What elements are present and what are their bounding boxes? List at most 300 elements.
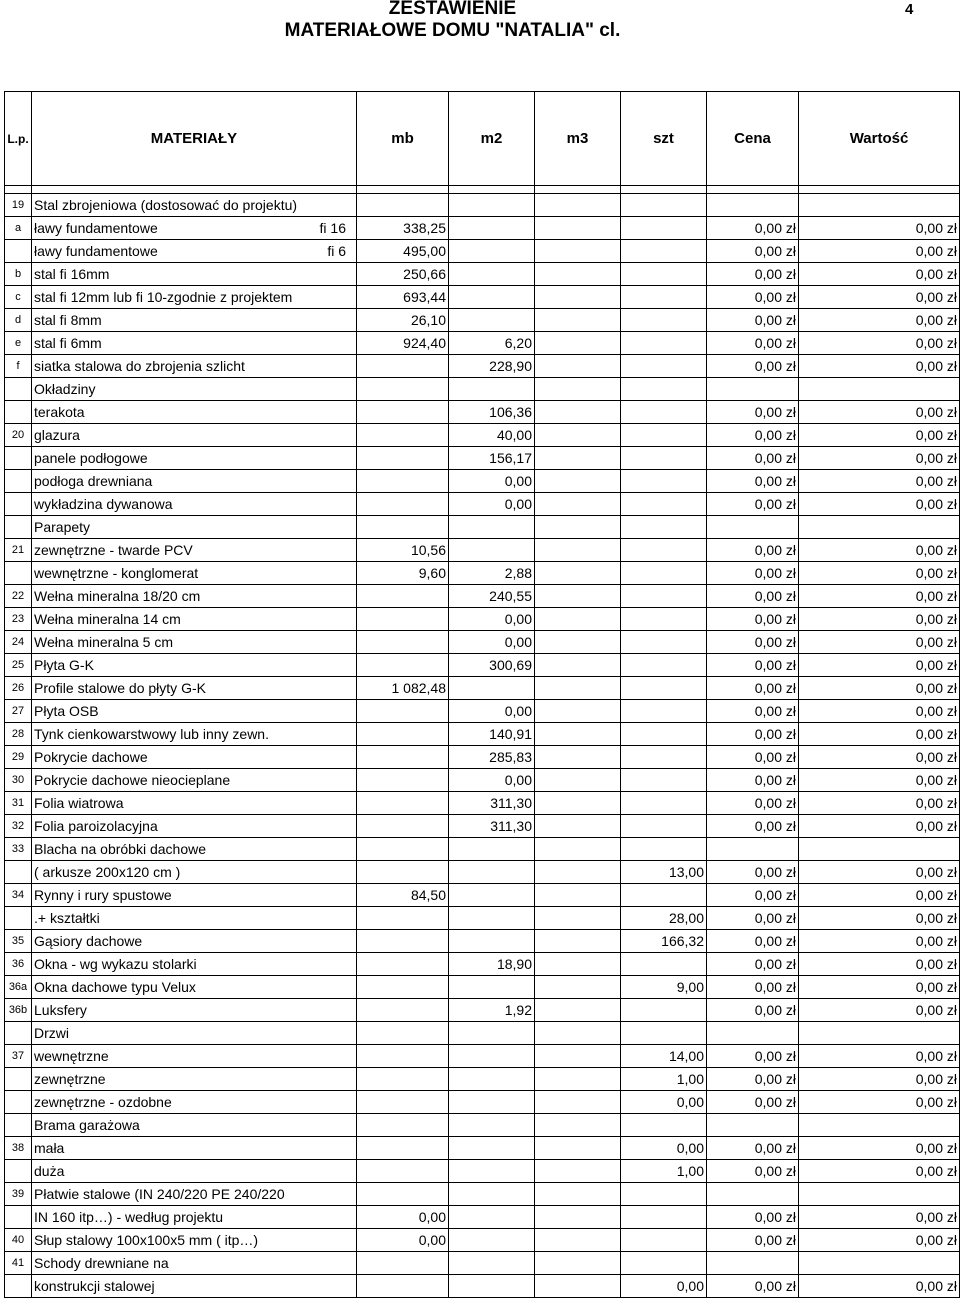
cell-name: panele podłogowe <box>32 447 357 470</box>
cell-mb <box>357 723 449 746</box>
cell-m2 <box>449 1275 535 1298</box>
cell-m2: 40,00 <box>449 424 535 447</box>
table-row <box>5 700 960 723</box>
cell-szt <box>621 769 707 792</box>
cell-m3 <box>535 677 621 700</box>
cell-m3 <box>535 769 621 792</box>
cell-wartosc <box>799 1022 960 1045</box>
cell-lp: 34 <box>5 884 32 907</box>
cell-szt <box>621 1183 707 1206</box>
cell-mb: 1 082,48 <box>357 677 449 700</box>
cell-mb <box>357 999 449 1022</box>
cell-lp: b <box>5 263 32 286</box>
cell-cena: 0,00 zł <box>707 401 799 424</box>
cell-wartosc: 0,00 zł <box>799 953 960 976</box>
cell-szt <box>621 217 707 240</box>
cell-m2 <box>449 539 535 562</box>
cell-wartosc: 0,00 zł <box>799 240 960 263</box>
cell-m3 <box>535 1160 621 1183</box>
cell-wartosc: 0,00 zł <box>799 608 960 631</box>
cell-name: zewnętrzne - twarde PCV <box>32 539 357 562</box>
cell-cena <box>707 1114 799 1137</box>
cell-cena: 0,00 zł <box>707 447 799 470</box>
cell-m2: 106,36 <box>449 401 535 424</box>
cell-wartosc: 0,00 zł <box>799 1229 960 1252</box>
table-row <box>5 263 960 286</box>
cell-cena: 0,00 zł <box>707 999 799 1022</box>
cell-szt: 14,00 <box>621 1045 707 1068</box>
cell-m2 <box>449 1252 535 1275</box>
cell-m2 <box>449 309 535 332</box>
cell-name: podłoga drewniana <box>32 470 357 493</box>
cell-m3 <box>535 493 621 516</box>
cell-m2: 0,00 <box>449 700 535 723</box>
cell-lp: 21 <box>5 539 32 562</box>
cell-m2 <box>449 861 535 884</box>
cell-cena: 0,00 zł <box>707 723 799 746</box>
cell-mb <box>357 654 449 677</box>
cell-lp: 36a <box>5 976 32 999</box>
cell-wartosc <box>799 194 960 217</box>
column-header-cena: Cena <box>707 92 799 186</box>
cell-m2 <box>449 1068 535 1091</box>
cell-m3 <box>535 608 621 631</box>
cell-szt <box>621 493 707 516</box>
cell-m2: 300,69 <box>449 654 535 677</box>
cell-name: wykładzina dywanowa <box>32 493 357 516</box>
cell-lp <box>5 378 32 401</box>
cell-cena: 0,00 zł <box>707 953 799 976</box>
cell-m3 <box>535 999 621 1022</box>
cell-lp <box>5 1068 32 1091</box>
cell-mb: 338,25 <box>357 217 449 240</box>
cell-szt: 13,00 <box>621 861 707 884</box>
cell-cena: 0,00 zł <box>707 493 799 516</box>
table-row <box>5 585 960 608</box>
cell-lp <box>5 1022 32 1045</box>
cell-name: Płyta G-K <box>32 654 357 677</box>
cell-wartosc: 0,00 zł <box>799 1206 960 1229</box>
cell-mb <box>357 907 449 930</box>
table-row <box>5 1137 960 1160</box>
cell-wartosc: 0,00 zł <box>799 861 960 884</box>
cell-lp: 38 <box>5 1137 32 1160</box>
cell-m3 <box>535 194 621 217</box>
cell-szt: 28,00 <box>621 907 707 930</box>
cell-m3 <box>535 1091 621 1114</box>
cell-m2 <box>449 884 535 907</box>
cell-m2 <box>449 1114 535 1137</box>
cell-name <box>32 240 357 263</box>
cell-m3 <box>535 562 621 585</box>
material-name: ławy fundamentowe <box>34 220 158 236</box>
cell-mb <box>357 585 449 608</box>
table-row <box>5 953 960 976</box>
cell-lp <box>5 470 32 493</box>
cell-cena: 0,00 zł <box>707 217 799 240</box>
cell-wartosc: 0,00 zł <box>799 217 960 240</box>
table-row <box>5 378 960 401</box>
cell-m2: 6,20 <box>449 332 535 355</box>
table-row <box>5 470 960 493</box>
cell-lp <box>5 562 32 585</box>
cell-mb: 693,44 <box>357 286 449 309</box>
cell-cena: 0,00 zł <box>707 608 799 631</box>
cell-cena: 0,00 zł <box>707 861 799 884</box>
cell-wartosc <box>799 1183 960 1206</box>
cell-name: stal fi 12mm lub fi 10-zgodnie z projektem <box>32 286 357 309</box>
cell-m2 <box>449 930 535 953</box>
cell-wartosc: 0,00 zł <box>799 792 960 815</box>
cell-cena: 0,00 zł <box>707 286 799 309</box>
cell-lp <box>5 907 32 930</box>
cell-mb: 495,00 <box>357 240 449 263</box>
cell-lp: 28 <box>5 723 32 746</box>
cell-m3 <box>535 1252 621 1275</box>
cell-m2 <box>449 263 535 286</box>
cell-name: stal fi 16mm <box>32 263 357 286</box>
cell-wartosc: 0,00 zł <box>799 884 960 907</box>
cell-lp <box>5 493 32 516</box>
cell-mb <box>357 861 449 884</box>
cell-szt <box>621 562 707 585</box>
cell-wartosc: 0,00 zł <box>799 1068 960 1091</box>
cell-szt <box>621 1229 707 1252</box>
cell-mb <box>357 930 449 953</box>
cell-name: Schody drewniane na <box>32 1252 357 1275</box>
table-row <box>5 746 960 769</box>
cell-szt <box>621 447 707 470</box>
cell-m3 <box>535 838 621 861</box>
cell-wartosc: 0,00 zł <box>799 332 960 355</box>
cell-lp: 27 <box>5 700 32 723</box>
cell-mb <box>357 1068 449 1091</box>
cell-szt <box>621 999 707 1022</box>
table-row <box>5 769 960 792</box>
cell-cena: 0,00 zł <box>707 976 799 999</box>
table-row <box>5 907 960 930</box>
cell-cena: 0,00 zł <box>707 1045 799 1068</box>
cell-szt <box>621 700 707 723</box>
cell-m3 <box>535 539 621 562</box>
cell-cena: 0,00 zł <box>707 769 799 792</box>
cell-mb <box>357 1022 449 1045</box>
cell-mb <box>357 838 449 861</box>
cell-lp: 39 <box>5 1183 32 1206</box>
cell-cena <box>707 378 799 401</box>
cell-lp: 24 <box>5 631 32 654</box>
cell-name: mała <box>32 1137 357 1160</box>
cell-m3 <box>535 470 621 493</box>
cell-cena: 0,00 zł <box>707 585 799 608</box>
cell-wartosc: 0,00 zł <box>799 286 960 309</box>
cell-name: stal fi 8mm <box>32 309 357 332</box>
table-row <box>5 608 960 631</box>
cell-mb <box>357 1137 449 1160</box>
cell-name: siatka stalowa do zbrojenia szlicht <box>32 355 357 378</box>
cell-lp <box>5 1206 32 1229</box>
cell-name: Słup stalowy 100x100x5 mm ( itp…) <box>32 1229 357 1252</box>
cell-szt: 0,00 <box>621 1275 707 1298</box>
cell-name: Tynk cienkowarstwowy lub inny zewn. <box>32 723 357 746</box>
cell-cena: 0,00 zł <box>707 1229 799 1252</box>
cell-wartosc <box>799 516 960 539</box>
cell-mb <box>357 1045 449 1068</box>
table-row <box>5 332 960 355</box>
cell-mb: 924,40 <box>357 332 449 355</box>
cell-m3 <box>535 332 621 355</box>
cell-cena <box>707 838 799 861</box>
cell-name <box>32 217 357 240</box>
cell-szt <box>621 263 707 286</box>
cell-mb <box>357 700 449 723</box>
cell-name: wewnętrzne <box>32 1045 357 1068</box>
cell-lp: 22 <box>5 585 32 608</box>
cell-szt <box>621 1114 707 1137</box>
table-row <box>5 654 960 677</box>
column-header-materialy: MATERIAŁY <box>32 92 357 186</box>
cell-wartosc: 0,00 zł <box>799 493 960 516</box>
cell-name: Brama garażowa <box>32 1114 357 1137</box>
cell-szt <box>621 240 707 263</box>
cell-lp: 23 <box>5 608 32 631</box>
material-name: ławy fundamentowe <box>34 243 158 259</box>
cell-lp: 36 <box>5 953 32 976</box>
cell-wartosc: 0,00 zł <box>799 723 960 746</box>
cell-m3 <box>535 861 621 884</box>
cell-m3 <box>535 516 621 539</box>
cell-m3 <box>535 355 621 378</box>
cell-name: Luksfery <box>32 999 357 1022</box>
cell-cena <box>707 1183 799 1206</box>
cell-name: Blacha na obróbki dachowe <box>32 838 357 861</box>
cell-m3 <box>535 792 621 815</box>
cell-lp: c <box>5 286 32 309</box>
cell-m2: 240,55 <box>449 585 535 608</box>
cell-wartosc: 0,00 zł <box>799 746 960 769</box>
cell-cena <box>707 1022 799 1045</box>
table-row <box>5 286 960 309</box>
cell-name: Pokrycie dachowe nieocieplane <box>32 769 357 792</box>
cell-lp <box>5 1275 32 1298</box>
cell-wartosc: 0,00 zł <box>799 562 960 585</box>
cell-wartosc: 0,00 zł <box>799 585 960 608</box>
cell-m3 <box>535 447 621 470</box>
cell-lp: 40 <box>5 1229 32 1252</box>
cell-szt <box>621 194 707 217</box>
cell-cena: 0,00 zł <box>707 930 799 953</box>
table-row <box>5 792 960 815</box>
cell-szt <box>621 608 707 631</box>
cell-cena: 0,00 zł <box>707 1137 799 1160</box>
cell-wartosc: 0,00 zł <box>799 447 960 470</box>
cell-name: Okładziny <box>32 378 357 401</box>
cell-wartosc: 0,00 zł <box>799 769 960 792</box>
table-row <box>5 677 960 700</box>
cell-cena: 0,00 zł <box>707 907 799 930</box>
cell-m3 <box>535 1137 621 1160</box>
cell-szt <box>621 516 707 539</box>
cell-mb: 250,66 <box>357 263 449 286</box>
table-row <box>5 516 960 539</box>
cell-lp <box>5 401 32 424</box>
cell-name: Parapety <box>32 516 357 539</box>
cell-wartosc: 0,00 zł <box>799 1091 960 1114</box>
cell-m3 <box>535 401 621 424</box>
cell-lp <box>5 1160 32 1183</box>
cell-m2 <box>449 1183 535 1206</box>
table-row <box>5 355 960 378</box>
material-size: fi 16 <box>319 220 346 236</box>
cell-cena: 0,00 zł <box>707 1275 799 1298</box>
cell-m2 <box>449 1229 535 1252</box>
column-header-m2: m2 <box>449 92 535 186</box>
cell-cena: 0,00 zł <box>707 424 799 447</box>
header-gap-row <box>5 186 960 194</box>
table-row <box>5 1068 960 1091</box>
cell-wartosc <box>799 378 960 401</box>
cell-cena: 0,00 zł <box>707 539 799 562</box>
cell-cena: 0,00 zł <box>707 263 799 286</box>
cell-lp: 32 <box>5 815 32 838</box>
cell-szt <box>621 746 707 769</box>
cell-m3 <box>535 309 621 332</box>
cell-name: Płatwie stalowe (IN 240/220 PE 240/220 <box>32 1183 357 1206</box>
cell-mb <box>357 1091 449 1114</box>
cell-cena: 0,00 zł <box>707 631 799 654</box>
cell-m3 <box>535 1183 621 1206</box>
cell-m2 <box>449 240 535 263</box>
cell-lp <box>5 516 32 539</box>
cell-m3 <box>535 953 621 976</box>
cell-wartosc: 0,00 zł <box>799 539 960 562</box>
table-row <box>5 815 960 838</box>
cell-m3 <box>535 723 621 746</box>
column-header-szt: szt <box>621 92 707 186</box>
cell-m2: 0,00 <box>449 470 535 493</box>
cell-mb <box>357 631 449 654</box>
cell-szt <box>621 677 707 700</box>
cell-mb: 0,00 <box>357 1229 449 1252</box>
cell-mb <box>357 194 449 217</box>
cell-szt: 1,00 <box>621 1068 707 1091</box>
table-row <box>5 976 960 999</box>
cell-mb <box>357 447 449 470</box>
cell-mb: 84,50 <box>357 884 449 907</box>
table-header-row <box>5 92 960 186</box>
cell-m2: 0,00 <box>449 608 535 631</box>
cell-m3 <box>535 631 621 654</box>
cell-mb <box>357 1114 449 1137</box>
cell-cena: 0,00 zł <box>707 792 799 815</box>
cell-wartosc: 0,00 zł <box>799 930 960 953</box>
cell-szt <box>621 631 707 654</box>
cell-mb <box>357 746 449 769</box>
cell-wartosc: 0,00 zł <box>799 263 960 286</box>
cell-wartosc: 0,00 zł <box>799 1137 960 1160</box>
cell-m3 <box>535 240 621 263</box>
cell-wartosc: 0,00 zł <box>799 654 960 677</box>
cell-m3 <box>535 1068 621 1091</box>
cell-wartosc: 0,00 zł <box>799 700 960 723</box>
cell-m3 <box>535 930 621 953</box>
cell-szt <box>621 792 707 815</box>
cell-szt <box>621 470 707 493</box>
cell-cena: 0,00 zł <box>707 746 799 769</box>
cell-szt <box>621 815 707 838</box>
cell-m3 <box>535 976 621 999</box>
table-row <box>5 1252 960 1275</box>
cell-wartosc <box>799 1252 960 1275</box>
table-row <box>5 1275 960 1298</box>
cell-lp <box>5 1114 32 1137</box>
cell-cena: 0,00 zł <box>707 562 799 585</box>
cell-szt <box>621 539 707 562</box>
page-number: 4 <box>905 1 914 18</box>
cell-wartosc <box>799 1114 960 1137</box>
cell-m3 <box>535 263 621 286</box>
cell-m2 <box>449 1206 535 1229</box>
table-row <box>5 240 960 263</box>
cell-lp <box>5 240 32 263</box>
cell-name: Wełna mineralna 18/20 cm <box>32 585 357 608</box>
cell-mb <box>357 1275 449 1298</box>
cell-m2: 0,00 <box>449 631 535 654</box>
cell-szt <box>621 355 707 378</box>
table-row <box>5 1114 960 1137</box>
table-row <box>5 723 960 746</box>
cell-m3 <box>535 1206 621 1229</box>
cell-m3 <box>535 1229 621 1252</box>
cell-name: konstrukcji stalowej <box>32 1275 357 1298</box>
cell-szt <box>621 424 707 447</box>
cell-m3 <box>535 1022 621 1045</box>
cell-m2 <box>449 1022 535 1045</box>
cell-lp: 26 <box>5 677 32 700</box>
cell-cena <box>707 1252 799 1275</box>
cell-wartosc: 0,00 zł <box>799 1045 960 1068</box>
cell-m3 <box>535 1114 621 1137</box>
cell-lp: 30 <box>5 769 32 792</box>
document-header <box>0 0 960 90</box>
table-row <box>5 562 960 585</box>
cell-cena: 0,00 zł <box>707 1091 799 1114</box>
table-row <box>5 1045 960 1068</box>
table-row <box>5 539 960 562</box>
cell-name: IN 160 itp…) - według projektu <box>32 1206 357 1229</box>
cell-name: zewnętrzne <box>32 1068 357 1091</box>
cell-m2 <box>449 1045 535 1068</box>
cell-name: Wełna mineralna 5 cm <box>32 631 357 654</box>
cell-cena: 0,00 zł <box>707 677 799 700</box>
cell-m2 <box>449 217 535 240</box>
cell-m3 <box>535 884 621 907</box>
cell-name: Płyta OSB <box>32 700 357 723</box>
cell-name: wewnętrzne - konglomerat <box>32 562 357 585</box>
table-row <box>5 1091 960 1114</box>
cell-name: Profile stalowe do płyty G-K <box>32 677 357 700</box>
table-row <box>5 309 960 332</box>
cell-cena: 0,00 zł <box>707 332 799 355</box>
cell-cena: 0,00 zł <box>707 654 799 677</box>
cell-mb <box>357 769 449 792</box>
cell-lp: 37 <box>5 1045 32 1068</box>
cell-m2: 228,90 <box>449 355 535 378</box>
cell-cena: 0,00 zł <box>707 309 799 332</box>
cell-szt <box>621 309 707 332</box>
cell-m2 <box>449 1137 535 1160</box>
cell-lp: a <box>5 217 32 240</box>
